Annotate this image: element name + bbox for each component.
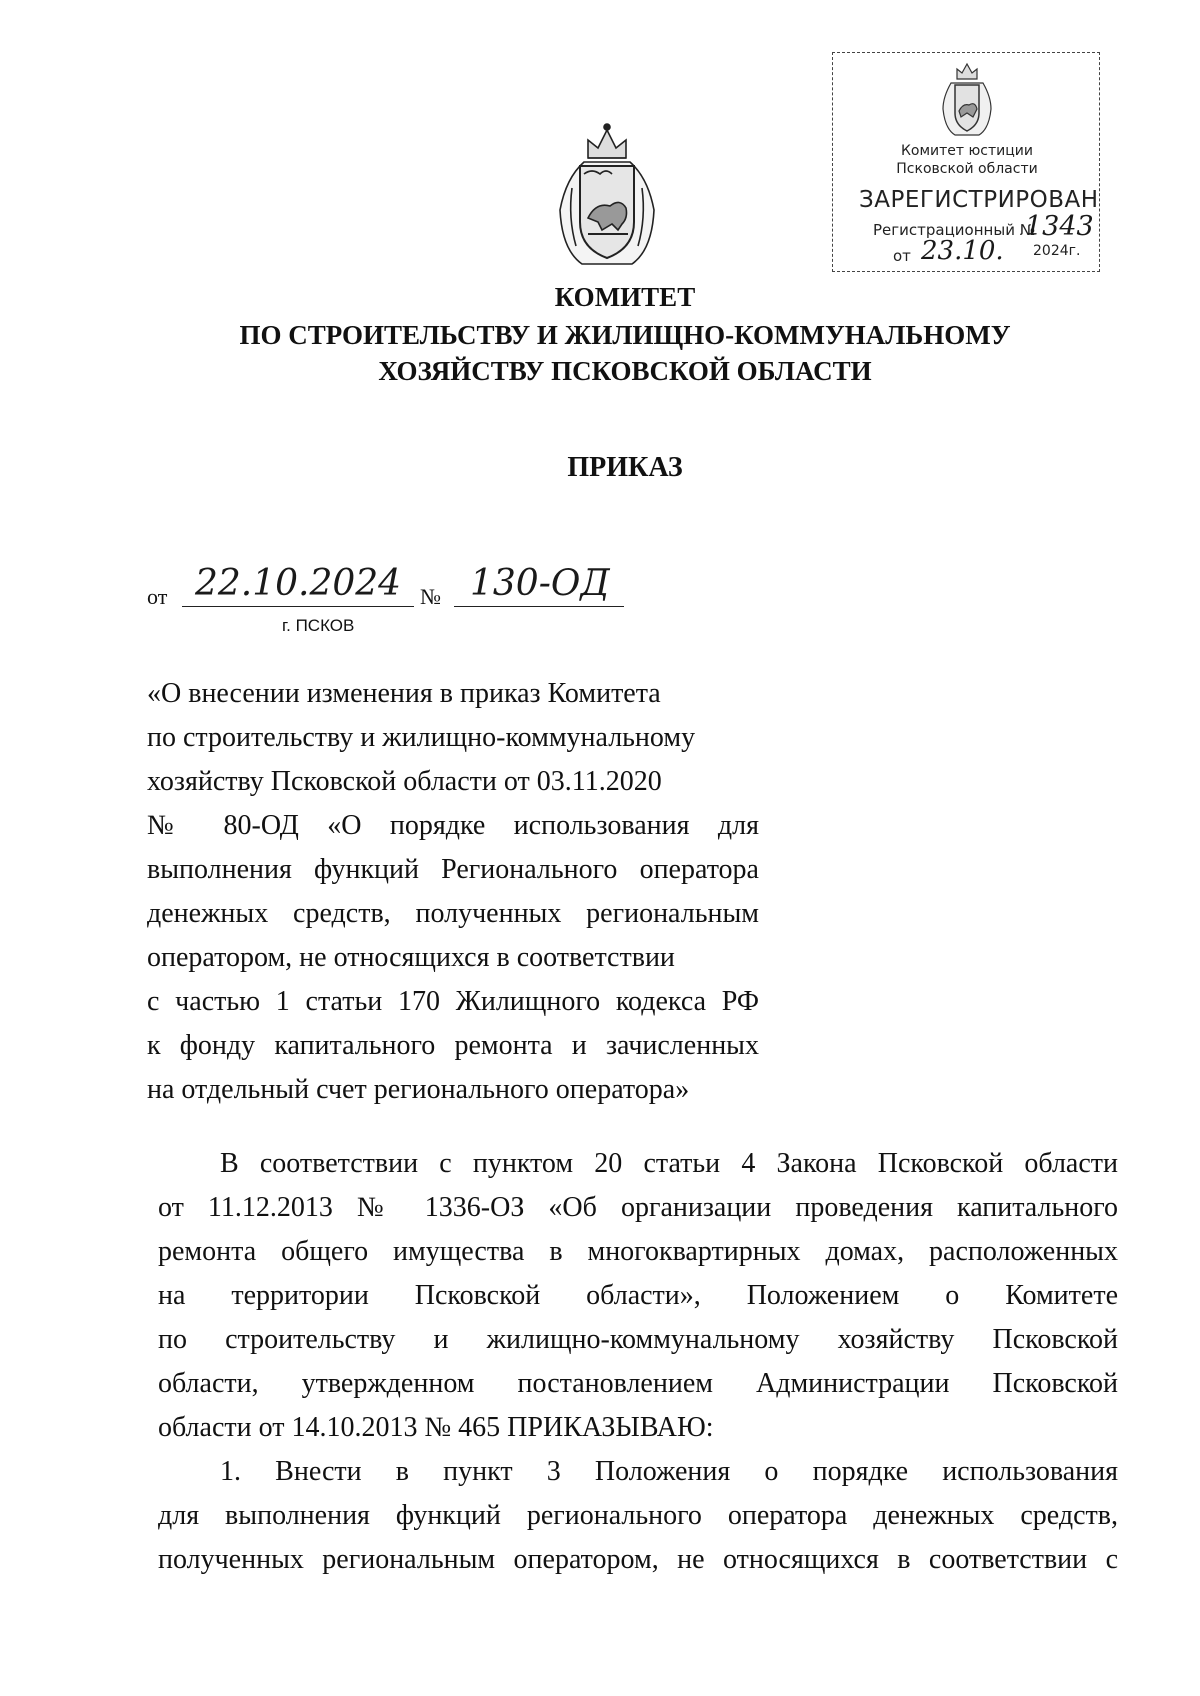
subject-line: к фонду капитального ремонта и зачисленных — [147, 1030, 759, 1061]
paragraph-line: полученных региональным оператором, не относящихся в соответствии с — [158, 1544, 1118, 1575]
order-subject — [147, 672, 759, 1112]
stamp-org-line-2: Псковской области — [896, 161, 1038, 177]
number-label: № — [420, 584, 441, 609]
document-type-title: ПРИКАЗ — [567, 452, 683, 483]
paragraph-2 — [158, 1450, 1118, 1582]
stamp-date-prefix: от — [893, 247, 911, 265]
paragraph-line: на территории Псковской области», Положением о Комитете — [158, 1280, 1118, 1311]
org-name-line-2: ПО СТРОИТЕЛЬСТВУ И ЖИЛИЩНО-КОММУНАЛЬНОМУ — [239, 320, 1011, 350]
stamp-reg-label: Регистрационный № — [873, 221, 1036, 239]
paragraph-line: 1. Внести в пункт 3 Положения о порядке использования — [220, 1456, 1118, 1487]
stamp-status: ЗАРЕГИСТРИРОВАН — [859, 187, 1099, 213]
registration-stamp — [832, 52, 1100, 272]
paragraph-line: В соответствии с пунктом 20 статьи 4 Закона Псковской области — [220, 1148, 1118, 1179]
stamp-date-value: 23.10. — [921, 236, 1004, 266]
org-name-line-1: КОМИТЕТ — [554, 282, 696, 312]
stamp-reg-number: 1343 — [1025, 211, 1094, 242]
paragraph-line: от 11.12.2013 № 1336-ОЗ «Об организации проведения капитального — [158, 1192, 1118, 1223]
paragraph-line: области, утвержденном постановлением Администрации Псковской — [158, 1368, 1118, 1399]
stamp-coat-of-arms — [937, 61, 997, 139]
paragraph-line: области от 14.10.2013 № 465 ПРИКАЗЫВАЮ: — [158, 1412, 714, 1443]
stamp-org-line-1: Комитет юстиции — [900, 143, 1033, 159]
paragraph-line: ремонта общего имущества в многоквартирных домах, расположенных — [158, 1236, 1118, 1267]
subject-line: на отдельный счет регионального оператора» — [147, 1074, 690, 1105]
subject-line: денежных средств, полученных региональным — [147, 898, 759, 929]
coat-of-arms-emblem — [548, 118, 666, 270]
subject-line: оператором, не относящихся в соответствии — [147, 942, 675, 973]
city-label: г. ПСКОВ — [282, 616, 355, 635]
stamp-date-year: 2024г. — [1033, 243, 1081, 259]
org-name-line-3: ХОЗЯЙСТВУ ПСКОВСКОЙ ОБЛАСТИ — [378, 356, 872, 386]
subject-line: по строительству и жилищно-коммунальному — [147, 722, 696, 753]
date-label: от — [147, 584, 168, 609]
subject-line: № 80-ОД «О порядке использования для — [147, 810, 759, 841]
subject-line: хозяйству Псковской области от 03.11.2020 — [147, 766, 662, 797]
subject-line: «О внесении изменения в приказ Комитета — [147, 678, 661, 709]
subject-line: выполнения функций Регионального оператора — [147, 854, 759, 885]
paragraph-1 — [158, 1142, 1118, 1450]
order-number: 130-ОД — [454, 562, 624, 607]
paragraph-line: по строительству и жилищно-коммунальному хозяйству Псковской — [158, 1324, 1118, 1355]
paragraph-line: для выполнения функций регионального оператора денежных средств, — [158, 1500, 1118, 1531]
subject-line: с частью 1 статьи 170 Жилищного кодекса РФ — [147, 986, 759, 1017]
order-date: 22.10.2024 — [182, 562, 414, 607]
